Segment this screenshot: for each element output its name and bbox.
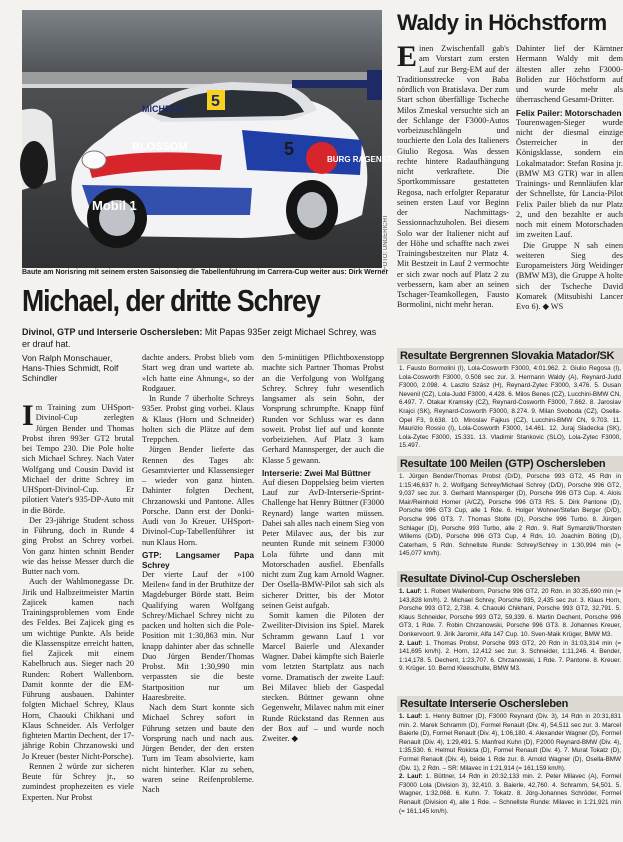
subheading-pailer: Felix Pailer: Motorschaden (516, 107, 622, 118)
race-results: 1. Henry Büttner (D), F3000 Reynard (Div. 3), 14 Rdn in 20:31,831 min. 2. Marek Schramm (D), Formel Renault (Div. 4), 54,511 sec zur. 3. Marcel Baierle (D), Formel Renault (Div. 4), 1:06,180. 4. Alexander Wagner (D), Formel Renault (Div. 4), 1:29,491. 5. Manfred Kuhn (D), F2000 Reynard-BMW (Div. 4), 1:35,530. 6. Helmut Rokicta (D), Formel Renault (Div. 4). 7. Murat Tokatz (D), Formel Renault (Div. 4), beide 1 Rde zur. 8. Arnold Wagner (D), Osella-BMW (Div. 1), 2 Rdn. – SR: Milavec in 1:21,914 (= 161,159 km/h). (399, 713, 621, 772)
paragraph: Somit kamen die Piloten der Zweiliter-Division ins Spiel. Marek Schramm gewann Lauf 1 vor Marcel Baierle und Alexander Wagner. Dabei kämpfte sich Baierle vom letzten Startplatz aus nach vorne. Dramatisch der zweite Lauf: Bei Milavec blieb der Gaspedal stecken. Büttner gewann ohne Gegenwehr, Milavec nahm mit einer Runde Rückstand das Rennen aus der Box auf – und wurde noch Zweiter. ◆ (262, 611, 384, 743)
paragraph-text: m Training zum UHSport-Divinol-Cup zerlegten Jürgen Bender und Thomas Probst ihren 993er GT2 brutal bei Tempo 230. Die Pole holte sich Michael Schrey. Nach Vater Wolfgang und Cousin David ist Michael der dritte Schrey im UHSport-Divinol-Cup. Er pilotiert Vater's 935-DP-Auto mit in die Börde. (22, 403, 134, 515)
paragraph-text: inen Zwischenfall gab's am Vorstart zum ersten Lauf zur Berg-EM auf der Traditionsstrecke von Baba nördlich von Bratislava. Der zum Start schon überfällige Tscheche Milos Zmeskal versuchte sich an der Schlange der F3000-Autos vorbeizuschlängeln und touchierte den Lola des Italieners Giulio Regosa. Was dessen rechte hintere Radaufhängung nicht verkraftete. Die Sportkommissare gestatteten Regosa, nach erfolgter Reparatur seinen ersten Lauf vor Beginn der Nachmittags-Sessionnachzuholen. Bei diesem Solo war der Italiener nicht auf der Höhe und schaffte nach zwei Trainingsbestzeiten nur Platz 4. Mit Bestzeit in Lauf 2 vermochte er sich zwar noch auf Platz 2 zu verbessern, kam aber an seinen Tschager-Teamkollegen, Fausto Bormolini, nicht mehr heran. (397, 44, 509, 310)
results-title: Resultate Divinol-Cup Oschersleben (397, 571, 623, 587)
sponsor-burg: BURG RAGENSTE (327, 155, 398, 164)
article-authors: Von Ralph Monschauer, Hans-Thies Schmidt, Rolf Schindler (22, 353, 119, 383)
results-100-meilen (397, 456, 623, 559)
drop-cap: I (22, 399, 34, 432)
car-number-side: 5 (284, 139, 295, 159)
race-label: 1. Lauf: (399, 588, 422, 595)
paragraph: Auch der Wahlmonegasse Dr. Jirik und Halbzeitmeister Martin Zajicek kamen nach Trainingsproblemen vom Ende des Feldes. Bei Zajicek ging es um wichtige Punkte. Als beide die Klassenspitze erreicht hatten, fiel Zajicek mit einem Kabelbruch aus. Sieger nach 20 Runden: Robert Wallenborn. Damit konnte der die EM-Führung ausbauen. Dahinter folgten Michael Schrey, Klaus Horn, Chaouki Chikhani und Klaus Schneider. Als Verfolger fighteten Martin Dechent, der 17-jährige Robin Chrzanowski und Jo Kreuer (bester Nicht-Porsche). (22, 577, 134, 761)
results-text: 1. Jürgen Bender/Thomas Probst (D/D), Porsche 993 GT2, 45 Rdn in 1:15:46,637 h. 2. Wolfgang Schrey/Michael Schrey (D/D), Porsche 996 GT2, 9,037 sec zur. 3. Gerhard Mannsperger (D), Porsche 996 GT3 Cup. 4. Alois Mair/Reinhold Horner (A/CZ), Porsche 996 GT3 RS. 5. Dirk Pantone (D), Porsche 996 GT3 Cup, alle 1 Rde. 6. Holger Wohner/Stefan Berger (D/D), Porsche 996 GT3. 7. Thomas Stolte (D), Porsche 996 Turbo. 8. Jürgen Schlager (D), Porsche 993 Turbo, alle 2 Rdn. 9. Ralf Symanzik/Thorsten Willems (D/D), Porsche 996 GT3 Cup, 4 Rdn. 10. Joachim Böting (D), Caterham, 5 Rdn. Schnellste Runde: Schrey/Schrey in 1:30,994 min (= 145,077 km/h). (399, 473, 621, 558)
sponsor-blossom: BLOSSOM (132, 141, 188, 153)
paragraph (22, 399, 134, 516)
subheading-interserie: Interserie: Zwei Mal Büttner (262, 467, 371, 478)
race-label: 1. Lauf: (399, 713, 423, 720)
paragraph (397, 40, 509, 311)
race-results: 1. Büttner, 14 Rdn in 20:32,133 min. 2. Peter Milavec (A), Formel F3000 Lola (Division 3), 32,410. 3. Baierle, 42,760. 4. Schramm, 54,501. 5. Wagner, 1:32,068. 6. Kuhn. 7. Tokatz. 8. Jörg-Johannes Schröder, Formel Renault (Division 4), alle 1 Rde. – Schnellste Runde: Milavec in 1:21,921 min (= 161,145 km/h). (399, 773, 622, 815)
paragraph: Jürgen Bender lieferte das Rennen des Tages ab: Gesamtvierter und Klassensieger – wieder von ganz hinten. Dahinter folgten Dechent, Chrzanowski und Pantone. Alles Porsche. Dann erst der Donki-Audi von Jo Kreuer. UHSport-Divinol-Cup-Tabellenführer ist nun Klaus Horn. (142, 445, 254, 547)
sponsor-michelin-top: MICHELIN (142, 104, 186, 114)
article-column-1 (22, 399, 134, 828)
waldy-column-1 (397, 40, 509, 339)
results-text (397, 712, 623, 816)
paragraph: den 5-minütigen Pflichtboxenstopp machte sich Partner Thomas Probst an die Verfolgung von Wolfgang Schrey. Schrey fuhr wesentlich langsamer als sein Sohn, der Vorsprung schrumpfte. Knapp fünf Runden vor Schluss war es dann soweit. Probst lief auf und konnte vorbeiziehen. Auf Platz 3 kam Gerhard Mannsperger, der auch die Klasse 5 gewann. (262, 353, 384, 465)
paragraph: Die Gruppe N sah einen weiteren Sieg des Europameisters Jörg Weidinger (BMW M3), die Gruppe A holte sich der Tscheche David Komarek (Mitsubishi Lancer Evo 6). ◆ WS (516, 240, 623, 311)
race-results: 1. Thomas Probst, Porsche 993 GT2, 20 Rdn in 31:03,314 min (= 141,695 km/h). 2. Horn, 12,412 sec zur. 3. Schneider, 1:11,246. 4. Bender, 1:14,178. 5. Dechent, 1:23,707. 6. Chrzanowski, 1 Rde. 7. Pantone. 8. Kreuer. 9. Krüger. 10. Bernd Kleeschulte, BMW M3. (399, 639, 621, 673)
results-title: Resultate 100 Meilen (GTP) Oschersleben (397, 456, 623, 472)
drop-cap: E (397, 40, 418, 73)
waldy-headline: Waldy in Höchstform (397, 10, 607, 35)
paragraph: Rennen 2 würde zur sicheren Beute für Schrey jr., so zumindest prophezeiten es viele Experten. Nur Probst (22, 761, 134, 802)
paragraph: Nach dem Start konnte sich Michael Schrey sofort in Führung setzen und baute den Vorsprung nach und nach aus. Jürgen Bender, der den ersten Turn im Team absolvierte, kam nicht hinterher. Klar zu sehen, waren seine Reifenprobleme. Nach (142, 703, 254, 794)
photo-caption: Baute am Norisring mit seinem ersten Saisonsieg die Tabellenführung im Carrera-Cup weiter aus: Dirk Werner (22, 269, 389, 276)
paragraph: Auf diesen Doppelsieg beim vierten Lauf zur AvD-Interserie-Sprint-Challenge hat Henry Büttner (F3000 Reynard) lange warten müssen. Dabei sah alles nach einem Sieg von Peter Milavec aus, der bis zur neunten Runde mit seinem F3000 Lola führte und dann mit Motorschaden ausfiel. Ebenfalls nicht zum Zug kam Arnold Wagner. Der Osella-BMW-Pilot sah sich als sicherer Dritter, bis der Motor seinen Geist aufgab. (262, 477, 384, 610)
paragraph: dachte anders. Probst blieb vom Start weg dran und wartete ab. »Ich hatte eine Ahnung«, so der Rodgauer. (142, 353, 254, 393)
lead-bold: Divinol, GTP und Interserie Oschersleben: (22, 327, 203, 337)
article-column-3 (262, 353, 384, 828)
results-title: Resultate Bergrennen Slovakia Matador/SK (397, 348, 623, 364)
results-text (397, 587, 623, 674)
article-column-2 (142, 353, 254, 828)
subheading-gtp: GTP: Langsamer Papa Schrey (142, 549, 254, 570)
paragraph: Der 23-jährige Student schoss in Führung, doch in Runde 4 ging Probst an Schrey vorbei. Von ganz hinten schnitt Bender wie das heisse Messer durch die Butter nach vorn. (22, 515, 134, 576)
paragraph: Tourenwagen-Sieger wurde nicht der diesmal einzige Österreicher in der Königsklasse, sondern ein Lokalmatador: Stefan Rosina jr. (BMW M3 GTR) war in allen Trainings- und Rennläufen klar der Schnellste, für Lancia-Pilot Felix Pailer blieb da nur Platz 2, und den bezahlte er auch noch mit einem Motorschaden im zweiten Lauf. (516, 117, 623, 240)
results-bergrennen (397, 348, 623, 451)
paragraph: In Runde 7 überholte Schreys 935er. Probst ging vorbei. Klaus & Klaus (Horn und Schneider) holten sich die Plätze auf dem Treppchen. (142, 394, 254, 444)
article-headline: Michael, der dritte Schrey (22, 283, 320, 318)
waldy-column-2 (516, 44, 623, 339)
paragraph: Der vierte Lauf der »100 Meilen« fand in der Bruthitze der Magdeburger Börde statt. Beim Qualifying waren Wolfgang Schrey/Michael Schrey nicht zu packen und holten sich die Pole-Position mit 1:30,863 min. Nur knapp dahinter aber das schnelle Duo Jürgen Bender/Thomas Probst. Mit 1:30,990 min verpassten sie die beste Startposition nur um Haaresbreite. (142, 569, 254, 702)
paragraph: Dahinter lief der Kärntner Hermann Waldy mit dem ältesten aller zehn F3000-Boliden zur Höchstform auf und wurde mehr als überraschend Gesamt-Dritter. (516, 44, 623, 105)
article-lead (22, 326, 384, 350)
results-interserie (397, 696, 623, 816)
lead-text: Mit Papas 935er zeigt Michael Schrey, was er drauf hat. (22, 327, 377, 349)
sponsor-mobil1: Mobil 1 (92, 198, 137, 213)
photo-credit: FOTO: UNGERICHT (383, 214, 389, 270)
car-number: 5 (211, 93, 220, 110)
race-label: 2. Lauf: (399, 639, 423, 647)
results-divinol-cup (397, 571, 623, 674)
results-title: Resultate Interserie Oschersleben (397, 696, 623, 712)
race-label: 2. Lauf: (399, 773, 423, 781)
race-results: 1. Robert Wallenborn, Porsche 996 GT2, 20 Rdn. in 30:35,690 min (= 143,828 km/h). 2. Michael Schrey, Porsche 935, 2,435 sec zur. 3. Klaus Horn, Porsche 993 GT2, 2,738. 4. Chaouki Chikhani, Porsche 993 GT2, 32,791. 5. Klaus Schneider, Porsche 993 GT2, 59,339. 6. Martin Dechent, Porsche 996 GT3, 1 Rde. 7. Robin Chrzanowski, Porsche 996 GT3. 8. Johannes Kreuer, Donkervoort. 9. Jirik Jaromir, Alfa 147 Cup. 10. Sven-Maik Krüger, BMW M3. (399, 588, 621, 638)
results-text: 1. Fausto Bormolini (I), Lola-Cosworth F3000, 4:01.962. 2. Giulio Regosa (I), Lola-Cosworth F3000, 0.508 sec zur. 3. Hermann Waldy (A), Reynard-Judd F3000, 2.098. 4. Laszlo Szász (H), Reynard-Zytec F3000, 3.476. 5. Dusan Nevenil (CZ), Lola-Judd F3000, 4.428. 6. Milos Benes (CZ), Lucchini-BMW CN, 6.497. 7. Otakar Kramsky (CZ), Reynard-Cosworth F3000, 7.662. 8. Jaroslav Krajci (SK), Reynard-Cosworth F3000, 8.274. 9. Milan Svoboda (CZ), Osella-Opel F3, 9.638. 10. Miroslav Fajkus (CZ), Lucchini-BMW CN, 9.703. 11. Maurizio Rossio (I), Lola-Cosworth F3000, 14.461. 12. Juraj Sladecka (SK), Lola-Zytec F3000, 15.331. 13. Vladimir Stankovic (SLO), Lola-Zytec F3000, 15.497. (399, 365, 621, 450)
